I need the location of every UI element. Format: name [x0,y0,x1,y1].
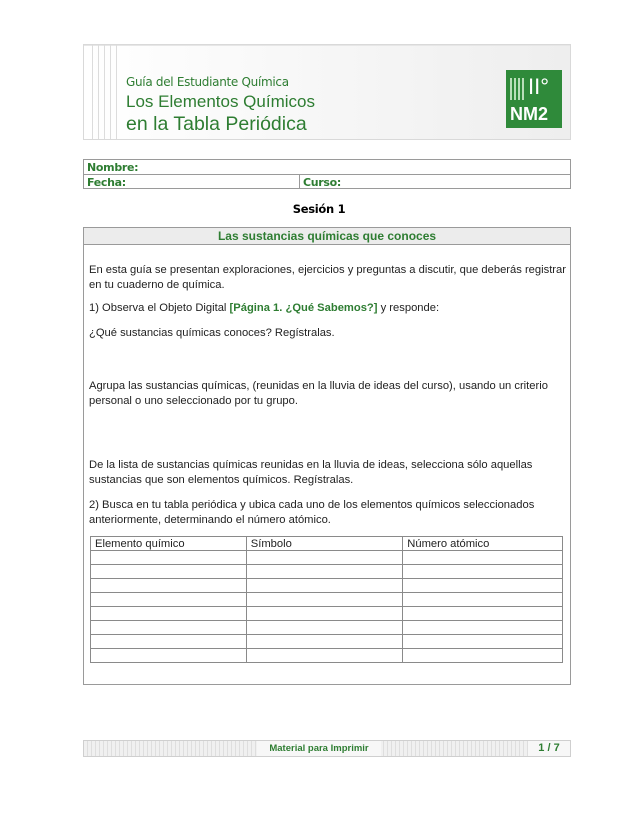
table-row [91,551,563,565]
date-label: Fecha: [87,176,126,189]
table-cell[interactable] [403,635,563,649]
header-stripe [110,45,111,139]
document-title-line1: Los Elementos Químicos [126,92,315,111]
table-cell[interactable] [403,551,563,565]
section-heading: Las sustancias químicas que conoces [84,228,570,245]
course-level-logo [506,70,562,128]
header-top-line [84,45,570,46]
logo-grade: II° [528,74,550,99]
table-cell[interactable] [403,593,563,607]
table-row [91,649,563,663]
activity-section [83,227,571,685]
step1-suffix: y responde: [377,302,440,314]
table-row [91,621,563,635]
header-stripe [116,45,117,139]
table-row [91,565,563,579]
column-header-element: Elemento químico [91,537,247,551]
column-header-symbol: Símbolo [246,537,403,551]
logo-bars-icon [510,78,524,100]
table-cell[interactable] [91,649,247,663]
column-header-atomic-number: Número atómico [403,537,563,551]
footer-label: Material para Imprimir [257,741,381,756]
table-cell[interactable] [403,607,563,621]
name-row [84,160,570,175]
session-title: Sesión 1 [292,202,346,216]
guide-label: Guía del Estudiante Química [126,75,289,89]
table-cell[interactable] [403,565,563,579]
table-cell[interactable] [246,635,403,649]
table-cell[interactable] [403,579,563,593]
table-row [91,635,563,649]
document-title-line2: en la Tabla Periódica [126,113,307,135]
table-cell[interactable] [246,649,403,663]
name-label: Nombre: [87,161,139,174]
header-banner [83,44,571,140]
table-cell[interactable] [246,551,403,565]
table-cell[interactable] [246,565,403,579]
header-stripe [92,45,93,139]
table-cell[interactable] [91,551,247,565]
table-cell[interactable] [91,621,247,635]
course-label: Curso: [303,176,342,189]
group-paragraph: Agrupa las sustancias químicas, (reunidas en la lluvia de ideas del curso), usando un criterio personal o uno seleccionado por tu grupo. [89,380,548,407]
intro-paragraph: En esta guía se presentan exploraciones, ejercicios y preguntas a discutir, que deberás registrar en tu cuaderno de química. [89,264,566,291]
table-header-row [91,537,563,551]
table-cell[interactable] [403,649,563,663]
header-stripe [98,45,99,139]
page-number: 1 / 7 [528,741,570,756]
table-cell[interactable] [91,565,247,579]
table-cell[interactable] [91,593,247,607]
elements-table [90,536,563,663]
header-stripe [104,45,105,139]
step1-prefix: 1) Observa el Objeto Digital [89,302,230,314]
table-cell[interactable] [246,579,403,593]
table-row [91,607,563,621]
table-cell[interactable] [91,635,247,649]
table-cell[interactable] [246,607,403,621]
table-cell[interactable] [246,621,403,635]
digital-object-reference: [Página 1. ¿Qué Sabemos?] [229,302,378,314]
step2-paragraph: 2) Busca en tu tabla periódica y ubica cada uno de los elementos químicos seleccionados anteriormente, determinando el número atómico. [89,499,535,526]
table-row [91,579,563,593]
info-divider [299,175,300,188]
table-row [91,593,563,607]
select-paragraph: De la lista de sustancias químicas reunidas en la lluvia de ideas, selecciona sólo aquellas sustancias que son elementos químicos. Regístralas. [89,459,533,486]
table-cell[interactable] [403,621,563,635]
table-cell[interactable] [91,579,247,593]
page-footer [83,740,571,757]
table-cell[interactable] [91,607,247,621]
table-cell[interactable] [246,593,403,607]
question1-paragraph: ¿Qué sustancias químicas conoces? Regístralas. [89,327,335,339]
step1-paragraph [89,301,567,316]
logo-level: NM2 [510,104,549,124]
student-info-box [83,159,571,189]
